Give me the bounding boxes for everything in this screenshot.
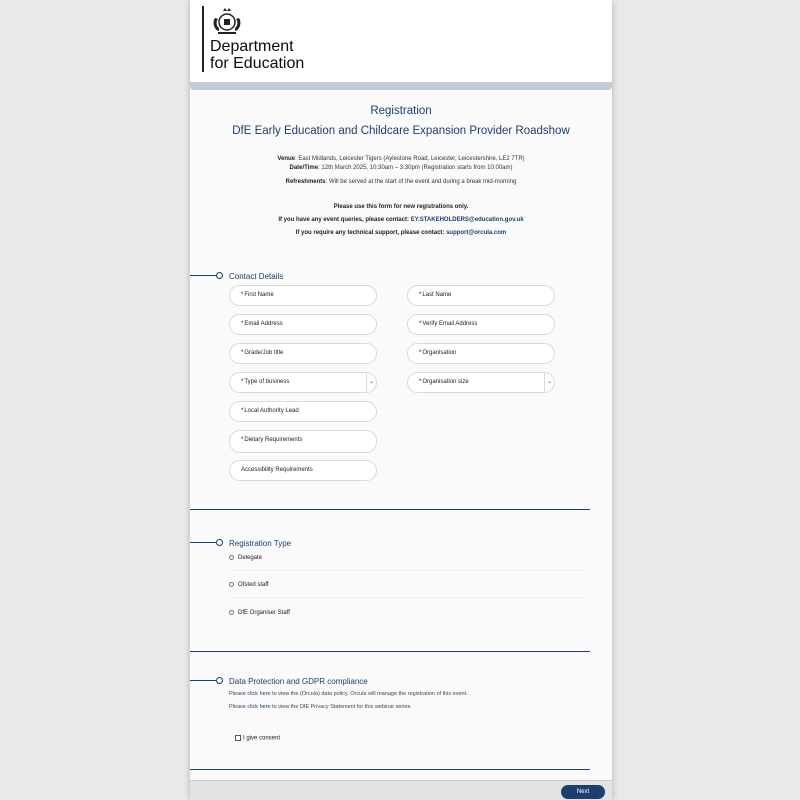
required-marker: * [419, 292, 422, 298]
email-label: Email Address [244, 321, 283, 327]
data-policy-line: Please click here to view the (Orcula) data policy. Orcula will manage the registration of this event. [229, 691, 468, 697]
consent-checkbox-row[interactable] [235, 735, 280, 742]
radio-dfe-organiser-staff[interactable] [229, 610, 585, 626]
venue-value: : East Midlands, Leicester Tigers (Aylestone Road, Leicester, Leicestershire, LE2 7TR) [295, 156, 525, 162]
business-type-select[interactable] [229, 372, 377, 393]
business-type-label: Type of business [244, 379, 290, 385]
header-divider [190, 82, 612, 90]
chevron-down-icon[interactable]: ⌄ [544, 373, 554, 392]
la-lead-label: Local Authority Lead [244, 408, 299, 414]
section-divider [190, 769, 590, 770]
dietary-requirements-field[interactable] [229, 430, 377, 453]
job-title-label: Grade/Job title [244, 350, 284, 356]
gdpr-heading: Data Protection and GDPR compliance [229, 677, 368, 686]
required-marker: * [419, 379, 422, 385]
datetime-label: Date/Time [289, 165, 319, 171]
logo-rule [202, 6, 204, 72]
privacy-statement-line: Please click here to view the DfE Privacy Statement for this webinar series. [229, 704, 412, 710]
department-line-2: for Education [210, 55, 305, 72]
dietary-label: Dietary Requirements [244, 437, 303, 443]
organisation-field[interactable] [407, 343, 555, 364]
email-field[interactable] [229, 314, 377, 335]
queries-line [190, 217, 612, 223]
first-name-label: First Name [244, 292, 274, 298]
refreshments-line [190, 179, 612, 185]
datetime-line [190, 165, 612, 171]
la-lead-field[interactable] [229, 401, 377, 422]
radio-button[interactable] [229, 555, 234, 560]
accessibility-label: Accessibility Requirements [241, 467, 313, 473]
datetime-value: : 12th March 2025, 10:30am – 3:30pm (Registration starts from 10:00am) [318, 165, 513, 171]
section-marker-circle [216, 677, 223, 684]
radio-button[interactable] [229, 610, 234, 615]
privacy-statement-link[interactable]: click here [247, 704, 271, 710]
section-divider [190, 509, 590, 510]
support-email-link[interactable]: support@orcula.com [446, 230, 507, 236]
required-marker: * [419, 350, 422, 356]
accessibility-requirements-field[interactable] [229, 460, 377, 481]
section-marker-circle [216, 272, 223, 279]
verify-email-label: Verify Email Address [422, 321, 478, 327]
venue-line [190, 156, 612, 162]
next-button[interactable]: Next [561, 785, 605, 799]
required-marker: * [241, 437, 244, 443]
registration-type-heading: Registration Type [229, 539, 292, 548]
department-name [210, 38, 304, 72]
registration-page [190, 0, 612, 800]
radio-delegate[interactable] [229, 555, 585, 571]
support-line [190, 230, 612, 236]
queries-email-link[interactable]: EY.STAKEHOLDERS@education.gov.uk [410, 217, 524, 223]
royal-crest-icon [210, 6, 244, 36]
consent-checkbox[interactable] [235, 735, 241, 741]
support-text: If you require any technical support, please contact: [295, 230, 447, 236]
data-policy-link[interactable]: click here [247, 691, 271, 697]
event-title: DfE Early Education and Childcare Expansion Provider Roadshow [232, 125, 570, 137]
section-marker-line [190, 542, 216, 543]
required-marker: * [241, 292, 244, 298]
section-marker-circle [216, 539, 223, 546]
refreshments-value: : Will be served at the start of the event and during a break mid-morning [325, 179, 517, 185]
last-name-field[interactable] [407, 285, 555, 306]
section-marker-line [190, 275, 216, 276]
refreshments-label: Refreshments [285, 179, 326, 185]
section-divider [190, 651, 590, 652]
section-marker-line [190, 680, 216, 681]
form-footer [190, 780, 612, 800]
site-header [190, 0, 612, 82]
required-marker: * [241, 379, 244, 385]
radio-ofsted-staff[interactable] [229, 582, 585, 598]
chevron-down-icon[interactable]: ⌄ [366, 373, 376, 392]
organisation-size-label: Organisation size [422, 379, 469, 385]
radio-label: Ofsted staff [238, 582, 269, 589]
department-line-1: Department [210, 38, 294, 55]
organisation-size-select[interactable] [407, 372, 555, 393]
page-title: Registration [370, 105, 432, 117]
radio-label: DfE Organiser Staff [238, 610, 290, 617]
new-registration-note: Please use this form for new registrations only. [333, 204, 469, 210]
organisation-label: Organisation [422, 350, 457, 356]
required-marker: * [419, 321, 422, 327]
consent-label: I give consent [243, 735, 281, 742]
venue-label: Venue [277, 156, 295, 162]
first-name-field[interactable] [229, 285, 377, 306]
required-marker: * [241, 408, 244, 414]
verify-email-field[interactable] [407, 314, 555, 335]
contact-details-heading: Contact Details [229, 272, 284, 281]
job-title-field[interactable] [229, 343, 377, 364]
required-marker: * [241, 350, 244, 356]
last-name-label: Last Name [422, 292, 452, 298]
queries-text: If you have any event queries, please contact: [278, 217, 411, 223]
required-marker: * [241, 321, 244, 327]
radio-button[interactable] [229, 582, 234, 587]
radio-label: Delegate [238, 555, 263, 562]
